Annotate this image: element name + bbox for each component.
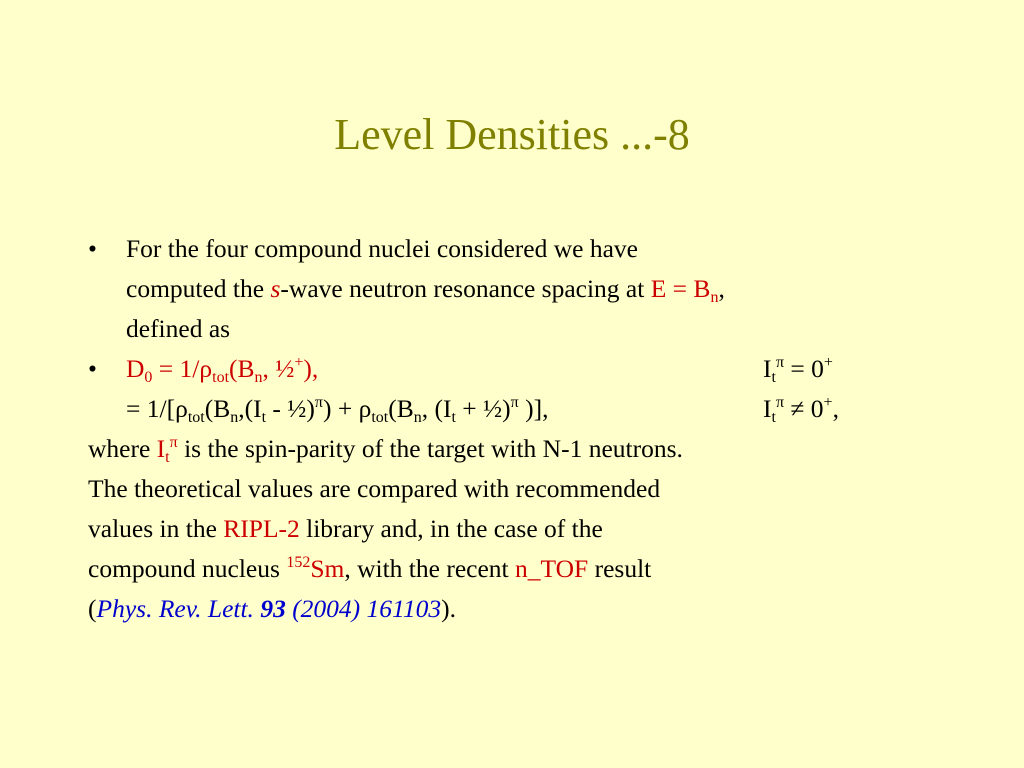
subscript: tot <box>212 369 230 386</box>
spin-parity-symbol <box>156 434 178 466</box>
eq-text: = 0 <box>784 354 824 383</box>
equation-line-2 <box>126 389 988 429</box>
paragraph-line3 <box>88 509 988 549</box>
s-wave-symbol: s <box>270 274 281 303</box>
text-segment: result <box>588 554 652 583</box>
eq-text: (B <box>204 394 231 423</box>
subscript-n: n <box>710 289 719 306</box>
eq-text: D <box>126 354 145 383</box>
text-segment: compound nucleus <box>88 554 287 583</box>
eq-text: I <box>763 394 772 423</box>
energy-equation <box>650 274 719 306</box>
text-segment: where <box>88 434 157 463</box>
eq-text: + ½) <box>455 394 511 423</box>
subscript: tot <box>187 409 205 426</box>
slide-body <box>88 229 988 629</box>
slide-title: Level Densities ...-8 <box>334 110 690 159</box>
subscript: n <box>254 369 263 386</box>
mass-number: 152 <box>286 554 311 571</box>
ntof-label: n_TOF <box>515 554 589 583</box>
superscript: + <box>823 394 833 411</box>
subscript: tot <box>371 409 389 426</box>
text-segment: library and, in the case of the <box>299 514 603 543</box>
eq-text: ) + ρ <box>322 394 372 423</box>
superscript: + <box>823 354 833 371</box>
eq-text: ), <box>303 354 319 383</box>
bullet-dot: • <box>88 234 97 263</box>
eq-text: = 1/ρ <box>152 354 213 383</box>
subscript: t <box>771 369 776 386</box>
bullet1-line1: For the four compound nuclei considered we have <box>126 234 638 263</box>
eq-text: ,(I <box>238 394 262 423</box>
paragraph-line1 <box>88 429 988 469</box>
paragraph-line4 <box>88 549 988 589</box>
text-segment: ( <box>88 594 97 623</box>
subscript: t <box>165 449 170 466</box>
text-segment: , <box>718 274 725 303</box>
eq-text: I <box>156 434 166 463</box>
eq-text: I <box>763 354 772 383</box>
bullet-dot: • <box>88 354 97 383</box>
journal-volume: 93 <box>260 594 286 623</box>
where-paragraph <box>88 429 988 629</box>
eq-text: , ½ <box>262 354 295 383</box>
paragraph-line2: The theoretical values are compared with recommended <box>88 474 661 503</box>
subscript: t <box>771 409 776 426</box>
journal-reference: (2004) 161103 <box>285 594 442 623</box>
eq-text: )], <box>518 394 549 423</box>
condition-2 <box>763 389 839 429</box>
sm-nucleus <box>286 554 344 583</box>
superscript: π <box>314 394 323 411</box>
superscript: π <box>169 434 178 451</box>
eq-text: , (I <box>421 394 452 423</box>
superscript: + <box>294 354 304 371</box>
spacing-equation <box>126 354 319 386</box>
subscript: 0 <box>144 369 153 386</box>
text-segment: -wave neutron resonance spacing at <box>280 274 651 303</box>
superscript: π <box>775 354 785 371</box>
text-segment: is the spin-parity of the target with N-1 neutrons. <box>177 434 683 463</box>
eq-text: (B <box>229 354 255 383</box>
eq-text: - ½) <box>266 394 315 423</box>
element-symbol: Sm <box>310 554 345 583</box>
equation-line-1 <box>126 349 988 389</box>
subscript: t <box>451 409 456 426</box>
condition-1 <box>763 349 833 389</box>
eq-text: , <box>832 394 839 423</box>
text-segment: , with the recent <box>344 554 515 583</box>
bullet-item-1 <box>88 229 988 349</box>
text-segment: values in the <box>88 514 224 543</box>
text-segment: computed the <box>126 274 271 303</box>
subscript: t <box>261 409 267 426</box>
eq-text: (B <box>388 394 414 423</box>
eq-text: ≠ 0 <box>784 394 824 423</box>
eq-text: = 1/[ρ <box>126 394 188 423</box>
ripl-label: RIPL-2 <box>223 514 300 543</box>
superscript: π <box>775 394 785 411</box>
journal-name: Phys. Rev. Lett. <box>96 594 261 623</box>
paragraph-line5 <box>88 589 988 629</box>
bullet1-line3: defined as <box>126 314 231 343</box>
bullet-item-2 <box>88 349 988 429</box>
subscript: n <box>230 409 239 426</box>
text-segment: ). <box>441 594 457 623</box>
superscript: π <box>510 394 519 411</box>
subscript: n <box>413 409 422 426</box>
bullet1-line2 <box>126 269 988 309</box>
energy-text: E = B <box>650 274 711 303</box>
